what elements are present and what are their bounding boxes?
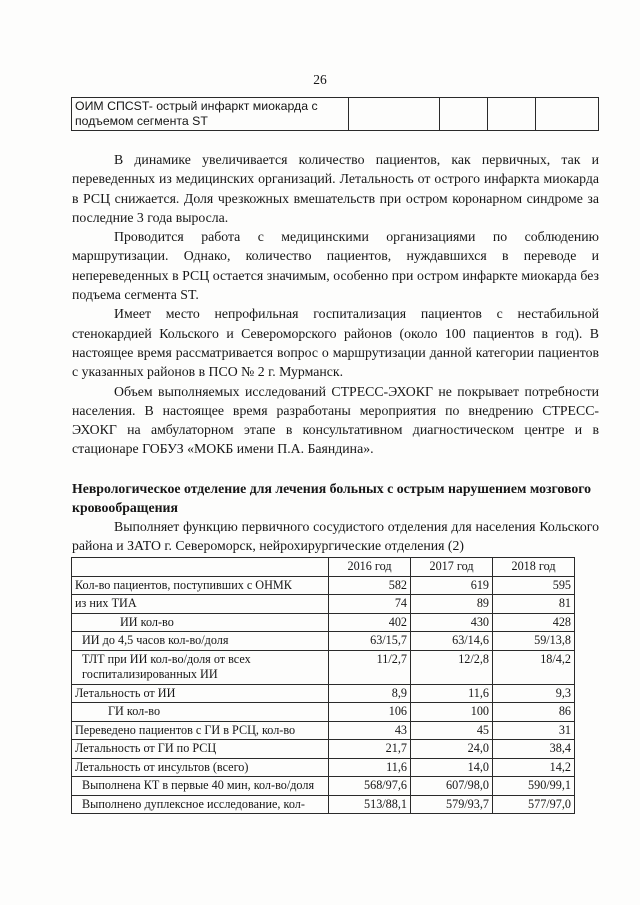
- row-label: Летальность от инсультов (всего): [72, 758, 329, 777]
- row-value: 11,6: [329, 758, 411, 777]
- row-value: 402: [329, 613, 411, 632]
- row-value: 595: [493, 576, 575, 595]
- row-value: 18/4,2: [493, 650, 575, 684]
- table-header-row: [72, 558, 575, 577]
- table-cell-label: ОИМ СПСST- острый инфаркт миокарда с подъемом сегмента ST: [72, 98, 349, 131]
- table-row: [72, 795, 575, 814]
- body-text: [72, 150, 599, 459]
- table-row: [72, 758, 575, 777]
- row-label: ИИ кол-во: [72, 613, 329, 632]
- table-row: [72, 777, 575, 796]
- row-label: ИИ до 4,5 часов кол-во/доля: [72, 632, 329, 651]
- row-value: 31: [493, 721, 575, 740]
- table-row: [72, 595, 575, 614]
- table-cell: [488, 98, 536, 131]
- table-header-cell: 2016 год: [329, 558, 411, 577]
- row-label: Переведено пациентов с ГИ в РСЦ, кол-во: [72, 721, 329, 740]
- row-value: 619: [411, 576, 493, 595]
- row-value: 100: [411, 703, 493, 722]
- row-label: из них ТИА: [72, 595, 329, 614]
- row-value: 63/15,7: [329, 632, 411, 651]
- section-intro: Выполняет функцию первичного сосудистого отделения для населения Кольского района и ЗАТО г. Североморск, нейрохирургические отделения (2): [72, 519, 599, 554]
- row-value: 513/88,1: [329, 795, 411, 814]
- row-value: 607/98,0: [411, 777, 493, 796]
- table-row: [72, 703, 575, 722]
- paragraph: В динамике увеличивается количество пациентов, как первичных, так и переведенных из медицинских организаций. Летальность от острого инфаркта миокарда в РСЦ снижается. Доля чрезкожных вмешательств при остром коронарном синдроме за последние 3 года выросла.: [72, 152, 599, 225]
- row-label: Летальность от ИИ: [72, 684, 329, 703]
- table-row: [72, 576, 575, 595]
- table-row: [72, 613, 575, 632]
- row-label: ГИ кол-во: [72, 703, 329, 722]
- row-value: 21,7: [329, 740, 411, 759]
- row-value: 579/93,7: [411, 795, 493, 814]
- row-value: 9,3: [493, 684, 575, 703]
- row-value: 63/14,6: [411, 632, 493, 651]
- row-value: 24,0: [411, 740, 493, 759]
- row-value: 14,0: [411, 758, 493, 777]
- row-value: 590/99,1: [493, 777, 575, 796]
- table-header-cell: 2018 год: [493, 558, 575, 577]
- row-value: 11,6: [411, 684, 493, 703]
- table-header-cell: [72, 558, 329, 577]
- row-value: 81: [493, 595, 575, 614]
- table-cell: [440, 98, 488, 131]
- paragraph: Проводится работа с медицинскими организациями по соблюдению маршрутизации. Однако, количество пациентов, нуждавшихся в переводе и непереведенных в РСЦ остается значимым, особенно при остром инфаркте миокарда без подъема сегмента ST.: [72, 229, 599, 303]
- table-row: [72, 721, 575, 740]
- row-value: 428: [493, 613, 575, 632]
- row-value: 89: [411, 595, 493, 614]
- paragraph: Имеет место непрофильная госпитализация пациентов с нестабильной стенокардией Кольского и Североморского районов (около 100 пациентов в год). В настоящее время рассматривается вопрос о маршрутизации данной категории пациентов с указанных районов в ПСО № 2 г. Мурманск.: [72, 306, 599, 380]
- row-value: 106: [329, 703, 411, 722]
- row-value: 582: [329, 576, 411, 595]
- row-value: 577/97,0: [493, 795, 575, 814]
- row-value: 430: [411, 613, 493, 632]
- row-label: Летальность от ГИ по РСЦ: [72, 740, 329, 759]
- row-value: 14,2: [493, 758, 575, 777]
- row-value: 45: [411, 721, 493, 740]
- table-row: [72, 650, 575, 684]
- row-value: 38,4: [493, 740, 575, 759]
- top-table-fragment: [71, 97, 599, 131]
- row-label: Кол-во пациентов, поступивших с ОНМК: [72, 576, 329, 595]
- row-value: 8,9: [329, 684, 411, 703]
- row-value: 11/2,7: [329, 650, 411, 684]
- table-header-cell: 2017 год: [411, 558, 493, 577]
- row-value: 86: [493, 703, 575, 722]
- row-value: 568/97,6: [329, 777, 411, 796]
- page-number: 26: [313, 72, 327, 87]
- table-row: [72, 740, 575, 759]
- row-value: 43: [329, 721, 411, 740]
- table-cell: [349, 98, 440, 131]
- paragraph: Объем выполняемых исследований СТРЕСС-ЭХОКГ не покрывает потребности населения. В настоящее время разработаны мероприятия по внедрению СТРЕСС-ЭХОКГ на амбулаторном этапе в консультативном диагностическом центре и в стационаре ГОБУЗ «МОКБ имени П.А. Баяндина».: [72, 383, 599, 457]
- table-row: [72, 632, 575, 651]
- table-cell: [536, 98, 599, 131]
- row-value: 12/2,8: [411, 650, 493, 684]
- table-row: [72, 684, 575, 703]
- row-value: 74: [329, 595, 411, 614]
- section-heading: Неврологическое отделение для лечения больных с острым нарушением мозгового кровообращения: [72, 481, 592, 516]
- stats-table: [71, 557, 575, 814]
- table-row: [72, 98, 599, 131]
- row-label: ТЛТ при ИИ кол-во/доля от всех госпитализированных ИИ: [72, 650, 329, 684]
- row-value: 59/13,8: [493, 632, 575, 651]
- row-label: Выполнена КТ в первые 40 мин, кол-во/доля: [72, 777, 329, 796]
- row-label: Выполнено дуплексное исследование, кол-: [72, 795, 329, 814]
